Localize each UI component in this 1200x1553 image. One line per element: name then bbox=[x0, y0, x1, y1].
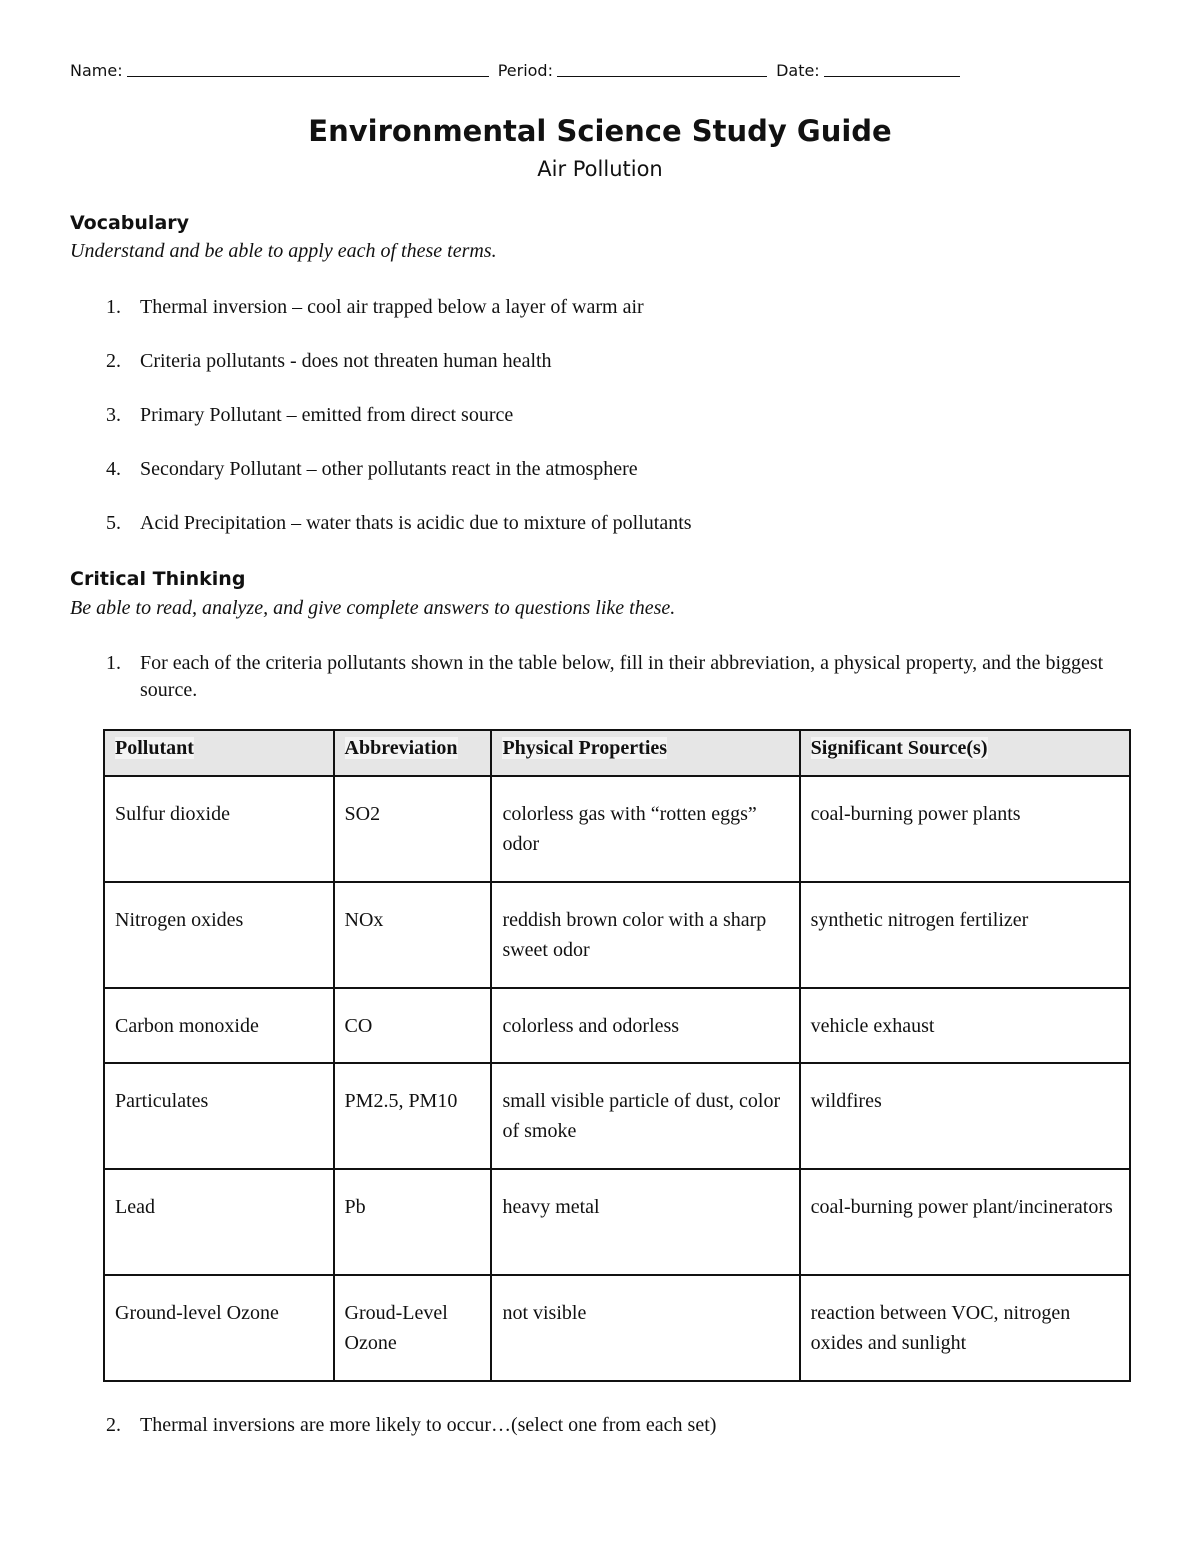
vocab-term: Criteria pollutants - does not threaten human health bbox=[140, 350, 552, 372]
question-1 bbox=[70, 650, 1140, 704]
table-header-row bbox=[104, 730, 1130, 776]
period-blank[interactable] bbox=[557, 58, 767, 77]
table-cell: NOx bbox=[334, 882, 492, 988]
table-cell: Sulfur dioxide bbox=[104, 776, 334, 882]
name-label: Name: bbox=[70, 61, 123, 80]
table-cell: not visible bbox=[491, 1275, 799, 1381]
list-number: 4. bbox=[106, 458, 121, 480]
table-cell: synthetic nitrogen fertilizer bbox=[800, 882, 1130, 988]
critical-thinking-heading: Critical Thinking bbox=[70, 568, 246, 590]
column-header: Significant Source(s) bbox=[800, 730, 1130, 776]
question-text: For each of the criteria pollutants shown in the table below, fill in their abbreviation, a physical property, and the biggest source. bbox=[140, 652, 1104, 701]
list-item bbox=[70, 346, 1130, 400]
table-cell: Ground-level Ozone bbox=[104, 1275, 334, 1381]
vocab-term: Thermal inversion – cool air trapped below a layer of warm air bbox=[140, 296, 644, 318]
table-cell: PM2.5, PM10 bbox=[334, 1063, 492, 1169]
question-2 bbox=[70, 1412, 1140, 1439]
pollutants-table bbox=[103, 729, 1131, 1382]
table-cell: Groud-Level Ozone bbox=[334, 1275, 492, 1381]
list-number: 2. bbox=[106, 350, 121, 372]
table-row bbox=[104, 776, 1130, 882]
period-label: Period: bbox=[497, 61, 553, 80]
vocab-term: Acid Precipitation – water thats is acidic due to mixture of pollutants bbox=[140, 512, 692, 534]
table-cell: Carbon monoxide bbox=[104, 988, 334, 1063]
table-row bbox=[104, 1063, 1130, 1169]
table-cell: Pb bbox=[334, 1169, 492, 1275]
table-row bbox=[104, 882, 1130, 988]
list-item bbox=[70, 400, 1130, 454]
table-cell: colorless gas with “rotten eggs” odor bbox=[491, 776, 799, 882]
vocab-term: Primary Pollutant – emitted from direct source bbox=[140, 404, 514, 426]
table-cell: Nitrogen oxides bbox=[104, 882, 334, 988]
table-cell: coal-burning power plant/incinerators bbox=[800, 1169, 1130, 1275]
name-blank[interactable] bbox=[127, 58, 489, 77]
table-row bbox=[104, 988, 1130, 1063]
table-cell: wildfires bbox=[800, 1063, 1130, 1169]
vocabulary-list bbox=[70, 292, 1130, 562]
column-header: Pollutant bbox=[104, 730, 334, 776]
table-cell: colorless and odorless bbox=[491, 988, 799, 1063]
table-row bbox=[104, 1169, 1130, 1275]
table-cell: Particulates bbox=[104, 1063, 334, 1169]
column-header: Physical Properties bbox=[491, 730, 799, 776]
list-item bbox=[70, 454, 1130, 508]
table-cell: reaction between VOC, nitrogen oxides and sunlight bbox=[800, 1275, 1130, 1381]
table-cell: reddish brown color with a sharp sweet odor bbox=[491, 882, 799, 988]
table-cell: Lead bbox=[104, 1169, 334, 1275]
column-header: Abbreviation bbox=[334, 730, 492, 776]
list-number: 5. bbox=[106, 512, 121, 534]
question-number: 1. bbox=[106, 652, 121, 674]
table-cell: small visible particle of dust, color of smoke bbox=[491, 1063, 799, 1169]
table-cell: heavy metal bbox=[491, 1169, 799, 1275]
list-number: 1. bbox=[106, 296, 121, 318]
vocab-term: Secondary Pollutant – other pollutants react in the atmosphere bbox=[140, 458, 638, 480]
table-cell: SO2 bbox=[334, 776, 492, 882]
vocabulary-instruction: Understand and be able to apply each of these terms. bbox=[70, 240, 497, 262]
date-label: Date: bbox=[776, 61, 820, 80]
list-item bbox=[70, 508, 1130, 562]
date-blank[interactable] bbox=[824, 58, 960, 77]
page-subtitle: Air Pollution bbox=[537, 157, 663, 181]
vocabulary-heading: Vocabulary bbox=[70, 212, 190, 234]
student-info-line bbox=[70, 58, 990, 80]
list-number: 3. bbox=[106, 404, 121, 426]
critical-thinking-instruction: Be able to read, analyze, and give complete answers to questions like these. bbox=[70, 597, 676, 619]
table-cell: coal-burning power plants bbox=[800, 776, 1130, 882]
list-item bbox=[70, 292, 1130, 346]
question-number: 2. bbox=[106, 1414, 121, 1436]
table-cell: CO bbox=[334, 988, 492, 1063]
page-title: Environmental Science Study Guide bbox=[308, 114, 892, 148]
question-text: Thermal inversions are more likely to occur…(select one from each set) bbox=[140, 1414, 717, 1436]
table-cell: vehicle exhaust bbox=[800, 988, 1130, 1063]
table-row bbox=[104, 1275, 1130, 1381]
